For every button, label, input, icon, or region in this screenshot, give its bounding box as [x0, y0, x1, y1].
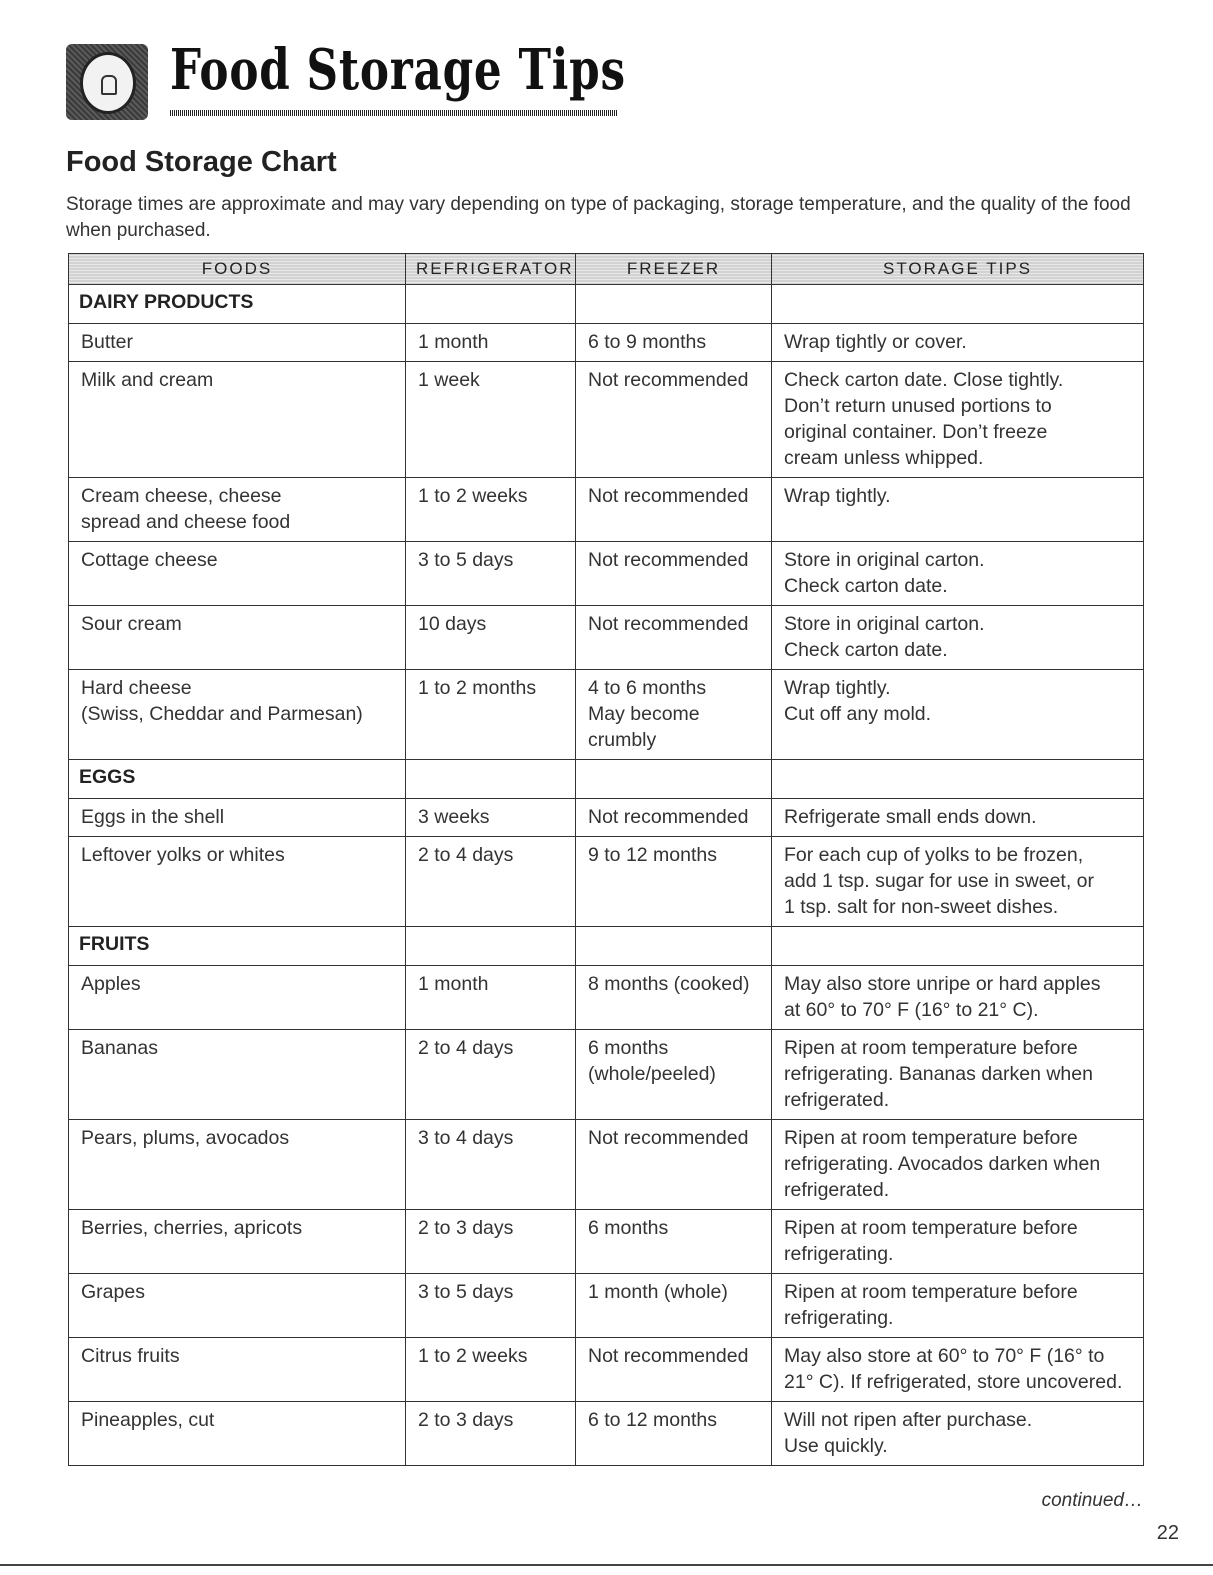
category-label: FRUITS: [79, 933, 150, 955]
cell-line: Refrigerate small ends down.: [784, 806, 1037, 828]
table-row: [69, 478, 1144, 542]
freezer-cell: [576, 966, 772, 1030]
cell-line: 1 to 2 months: [418, 677, 537, 699]
refrigerator-cell: [406, 1338, 576, 1402]
freezer-cell: [576, 606, 772, 670]
cell-line: 21° C). If refrigerated, store uncovered.: [784, 1371, 1123, 1393]
cell-line: refrigerating.: [784, 1307, 894, 1329]
freezer-cell: [576, 670, 772, 760]
cell-line: cream unless whipped.: [784, 447, 984, 469]
food-cell: [69, 1402, 406, 1466]
table-row: [69, 837, 1144, 927]
cell-line: Don’t return unused portions to: [784, 395, 1052, 417]
cell-line: refrigerating. Avocados darken when: [784, 1153, 1101, 1175]
refrigerator-cell: [406, 1274, 576, 1338]
table-row: [69, 1120, 1144, 1210]
freezer-cell: [576, 799, 772, 837]
refrigerator-cell: [406, 966, 576, 1030]
food-cell: [69, 324, 406, 362]
empty-cell: [406, 927, 576, 966]
freezer-cell: [576, 1402, 772, 1466]
cell-line: Not recommended: [588, 369, 749, 391]
cell-line: Check carton date. Close tightly.: [784, 369, 1064, 391]
category-row: [69, 285, 1144, 324]
cell-line: refrigerating.: [784, 1243, 894, 1265]
refrigerator-cell: [406, 362, 576, 478]
food-cell: [69, 606, 406, 670]
storage-tips-cell: [772, 1210, 1144, 1274]
cell-line: Leftover yolks or whites: [81, 844, 285, 866]
cell-line: 1 month: [418, 331, 489, 353]
storage-tips-cell: [772, 362, 1144, 478]
page-number: 22: [1156, 1522, 1179, 1544]
category-row: [69, 927, 1144, 966]
food-cell: [69, 1030, 406, 1120]
cell-line: Check carton date.: [784, 639, 948, 661]
cell-line: crumbly: [588, 729, 657, 751]
empty-cell: [406, 285, 576, 324]
cell-line: 6 months: [588, 1217, 669, 1239]
intro-paragraph: Storage times are approximate and may vary depending on type of packaging, storage temperature, and the quality of the food when purchased.: [66, 194, 1131, 241]
freezer-cell: [576, 478, 772, 542]
cell-line: Not recommended: [588, 485, 749, 507]
food-cell: [69, 837, 406, 927]
empty-cell: [772, 927, 1144, 966]
cell-line: Grapes: [81, 1281, 145, 1303]
refrigerator-cell: [406, 1120, 576, 1210]
cell-line: Wrap tightly.: [784, 485, 891, 507]
cell-line: 2 to 4 days: [418, 844, 514, 866]
cell-line: original container. Don’t freeze: [784, 421, 1048, 443]
brand-title: Food Storage Tips: [170, 37, 626, 103]
cell-line: (Swiss, Cheddar and Parmesan): [81, 703, 363, 725]
food-cell: [69, 1338, 406, 1402]
cell-line: refrigerated.: [784, 1089, 890, 1111]
cell-line: 6 months: [588, 1037, 669, 1059]
cell-line: May also store at 60° to 70° F (16° to: [784, 1345, 1105, 1367]
cell-line: Ripen at room temperature before: [784, 1037, 1078, 1059]
cell-line: (whole/peeled): [588, 1063, 716, 1085]
cell-line: Wrap tightly or cover.: [784, 331, 967, 353]
cell-line: 1 to 2 weeks: [418, 485, 528, 507]
table-row: [69, 1338, 1144, 1402]
empty-cell: [576, 760, 772, 799]
cell-line: Not recommended: [588, 806, 749, 828]
storage-tips-cell: [772, 966, 1144, 1030]
cell-line: Pears, plums, avocados: [81, 1127, 290, 1149]
category-cell: [69, 927, 406, 966]
storage-tips-cell: [772, 670, 1144, 760]
section-title: Food Storage Chart: [66, 146, 337, 178]
cell-line: 2 to 3 days: [418, 1217, 514, 1239]
title-underline: [170, 110, 618, 116]
cell-line: Cream cheese, cheese: [81, 485, 282, 507]
column-header-refrigerator: REFRIGERATOR: [406, 254, 576, 285]
cell-line: add 1 tsp. sugar for use in sweet, or: [784, 870, 1095, 892]
food-storage-table: [68, 253, 1144, 1466]
refrigerator-cell: [406, 542, 576, 606]
cell-line: 6 to 9 months: [588, 331, 707, 353]
empty-cell: [772, 760, 1144, 799]
table-body: [69, 285, 1144, 1466]
storage-tips-cell: [772, 478, 1144, 542]
cell-line: Milk and cream: [81, 369, 214, 391]
cell-line: Sour cream: [81, 613, 182, 635]
freezer-cell: [576, 837, 772, 927]
freezer-cell: [576, 1274, 772, 1338]
cell-line: May also store unripe or hard apples: [784, 973, 1101, 995]
cell-line: Bananas: [81, 1037, 158, 1059]
cell-line: Ripen at room temperature before: [784, 1217, 1078, 1239]
cell-line: Will not ripen after purchase.: [784, 1409, 1033, 1431]
cell-line: 2 to 4 days: [418, 1037, 514, 1059]
cell-line: 1 month (whole): [588, 1281, 728, 1303]
table-row: [69, 1030, 1144, 1120]
cell-line: Store in original carton.: [784, 549, 985, 571]
refrigerator-cell: [406, 837, 576, 927]
empty-cell: [576, 927, 772, 966]
table-row: [69, 1210, 1144, 1274]
category-cell: [69, 285, 406, 324]
cell-line: Not recommended: [588, 1345, 749, 1367]
cell-line: Berries, cherries, apricots: [81, 1217, 303, 1239]
cell-line: 6 to 12 months: [588, 1409, 717, 1431]
cell-line: Hard cheese: [81, 677, 192, 699]
freezer-cell: [576, 1338, 772, 1402]
food-cell: [69, 362, 406, 478]
cell-line: 9 to 12 months: [588, 844, 717, 866]
cell-line: Not recommended: [588, 549, 749, 571]
storage-tips-cell: [772, 1338, 1144, 1402]
cell-line: Wrap tightly.: [784, 677, 891, 699]
cell-line: 1 month: [418, 973, 489, 995]
storage-tips-cell: [772, 799, 1144, 837]
storage-tips-cell: [772, 542, 1144, 606]
refrigerator-cell: [406, 799, 576, 837]
cell-line: Ripen at room temperature before: [784, 1281, 1078, 1303]
table-row: [69, 324, 1144, 362]
food-cell: [69, 799, 406, 837]
freezer-cell: [576, 1210, 772, 1274]
cell-line: For each cup of yolks to be frozen,: [784, 844, 1084, 866]
freezer-cell: [576, 542, 772, 606]
cell-line: 10 days: [418, 613, 487, 635]
cell-line: 1 tsp. salt for non-sweet dishes.: [784, 896, 1059, 918]
storage-tips-cell: [772, 1402, 1144, 1466]
column-header-foods: FOODS: [69, 254, 406, 285]
cell-line: Pineapples, cut: [81, 1409, 215, 1431]
storage-tips-cell: [772, 324, 1144, 362]
cell-line: 2 to 3 days: [418, 1409, 514, 1431]
cell-line: 1 week: [418, 369, 480, 391]
continued-note: continued…: [1041, 1490, 1143, 1511]
category-cell: [69, 760, 406, 799]
food-cell: [69, 1120, 406, 1210]
appliance-dial-icon: [66, 44, 148, 120]
refrigerator-cell: [406, 478, 576, 542]
food-cell: [69, 478, 406, 542]
cell-line: 4 to 6 months: [588, 677, 707, 699]
refrigerator-cell: [406, 324, 576, 362]
refrigerator-cell: [406, 1402, 576, 1466]
cell-line: 8 months (cooked): [588, 973, 750, 995]
cell-line: Ripen at room temperature before: [784, 1127, 1078, 1149]
category-row: [69, 760, 1144, 799]
table-row: [69, 1402, 1144, 1466]
cell-line: Citrus fruits: [81, 1345, 180, 1367]
refrigerator-cell: [406, 670, 576, 760]
freezer-cell: [576, 324, 772, 362]
cell-line: Use quickly.: [784, 1435, 888, 1457]
cell-line: 3 to 4 days: [418, 1127, 514, 1149]
cell-line: May become: [588, 703, 700, 725]
food-cell: [69, 966, 406, 1030]
category-label: DAIRY PRODUCTS: [79, 291, 254, 313]
table-row: [69, 966, 1144, 1030]
empty-cell: [772, 285, 1144, 324]
table-row: [69, 542, 1144, 606]
cell-line: 3 weeks: [418, 806, 490, 828]
cell-line: Not recommended: [588, 613, 749, 635]
storage-tips-cell: [772, 606, 1144, 670]
column-header-storage-tips: STORAGE TIPS: [772, 254, 1144, 285]
cell-line: Cottage cheese: [81, 549, 218, 571]
empty-cell: [576, 285, 772, 324]
storage-tips-cell: [772, 837, 1144, 927]
storage-tips-cell: [772, 1120, 1144, 1210]
storage-tips-cell: [772, 1030, 1144, 1120]
refrigerator-cell: [406, 1030, 576, 1120]
freezer-cell: [576, 1120, 772, 1210]
table-row: [69, 362, 1144, 478]
cell-line: refrigerating. Bananas darken when: [784, 1063, 1093, 1085]
table-header-row: [69, 254, 1144, 285]
cell-line: spread and cheese food: [81, 511, 291, 533]
cell-line: 3 to 5 days: [418, 549, 514, 571]
page-bottom-rule: [0, 1564, 1213, 1566]
cell-line: Butter: [81, 331, 134, 353]
cell-line: at 60° to 70° F (16° to 21° C).: [784, 999, 1039, 1021]
storage-tips-cell: [772, 1274, 1144, 1338]
cell-line: Not recommended: [588, 1127, 749, 1149]
freezer-cell: [576, 362, 772, 478]
cell-line: Apples: [81, 973, 141, 995]
freezer-cell: [576, 1030, 772, 1120]
cell-line: refrigerated.: [784, 1179, 890, 1201]
cell-line: 3 to 5 days: [418, 1281, 514, 1303]
cell-line: Check carton date.: [784, 575, 948, 597]
category-label: EGGS: [79, 766, 136, 788]
food-cell: [69, 542, 406, 606]
cell-line: 1 to 2 weeks: [418, 1345, 528, 1367]
food-cell: [69, 1210, 406, 1274]
refrigerator-cell: [406, 606, 576, 670]
cell-line: Eggs in the shell: [81, 806, 225, 828]
table-row: [69, 670, 1144, 760]
cell-line: Store in original carton.: [784, 613, 985, 635]
page-header: [66, 37, 626, 120]
column-header-freezer: FREEZER: [576, 254, 772, 285]
food-cell: [69, 670, 406, 760]
table-row: [69, 606, 1144, 670]
food-cell: [69, 1274, 406, 1338]
refrigerator-cell: [406, 1210, 576, 1274]
empty-cell: [406, 760, 576, 799]
cell-line: Cut off any mold.: [784, 703, 932, 725]
table-row: [69, 1274, 1144, 1338]
table-row: [69, 799, 1144, 837]
